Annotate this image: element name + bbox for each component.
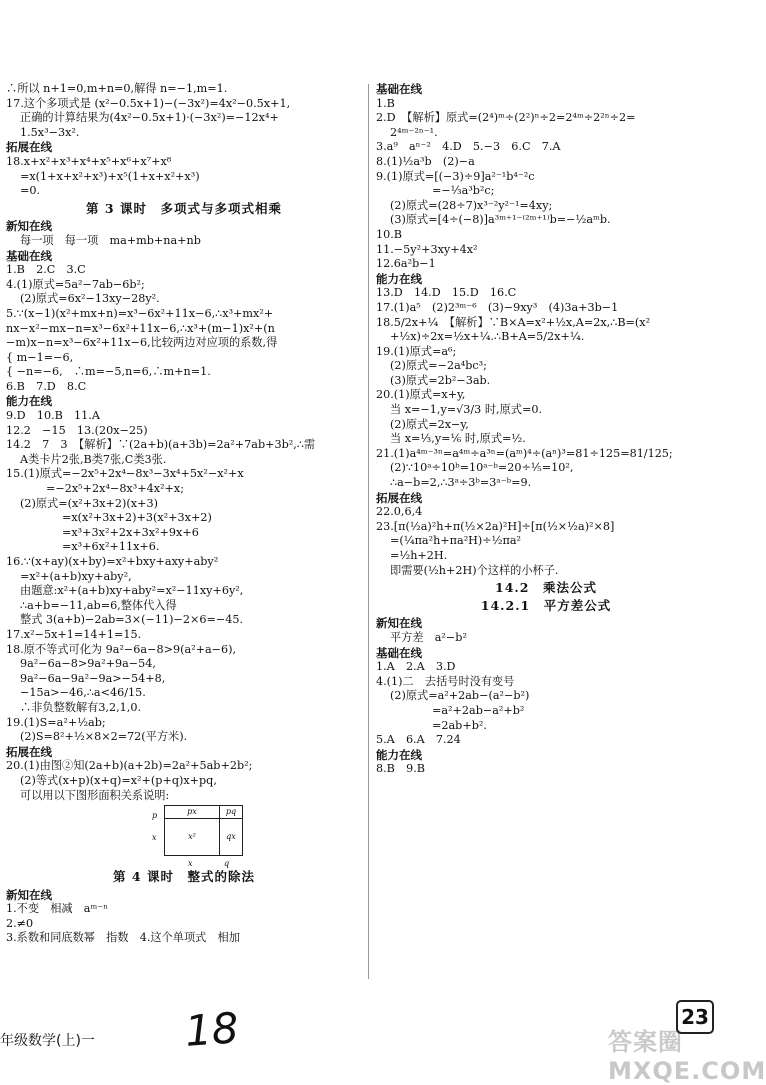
label-p-left: p (152, 811, 158, 821)
cell-px: px (164, 805, 220, 819)
answer-line: (2)原式=(28÷7)x³⁻²y²⁻¹=4xy; (390, 198, 553, 212)
answer-line: (3)原式=2b²−3ab. (390, 373, 491, 387)
answer-line: =x³+3x²+2x+3x²+9x+6 (62, 525, 199, 539)
cell-pq: pq (219, 805, 243, 819)
label-x-left: x (152, 833, 157, 843)
handwritten-number: 18 (183, 1003, 241, 1056)
answer-line: 14.2 7 3 【解析】∵(2a+b)(a+3b)=2a²+7ab+3b²,∴需 (6, 438, 316, 452)
answer-line: 11.−5y²+3xy+4x² (376, 242, 478, 256)
answer-line: (2)S=8²+½×8×2=72(平方米). (20, 730, 188, 744)
answer-line: ∴a−b=2,∴3ᵃ÷3ᵇ=3ᵃ⁻ᵇ=9. (390, 476, 532, 490)
answer-line: ∴非负整数解有3,2,1,0. (20, 700, 142, 714)
answer-line: 22.0,6,4 (376, 505, 423, 519)
answer-line: =a²+2ab−a²+b² (432, 703, 525, 717)
answer-line: 3.系数和同底数幂 指数 4.这个单项式 相加 (6, 931, 240, 945)
area-diagram (144, 805, 344, 867)
answer-line: −15a>−46,∴a<46/15. (20, 686, 146, 700)
label-x-bottom: x (188, 859, 193, 869)
answer-line: 10.B (376, 227, 403, 241)
answer-line: 2.≠0 (6, 916, 34, 930)
answer-line: =x²+(a+b)xy+aby², (20, 569, 132, 583)
answer-line: 9a²−6a−9a²−9a>−54+8, (20, 671, 166, 685)
section-title: 第 4 课时 整式的除法 (113, 869, 255, 885)
answer-line: (2)原式=a²+2ab−(a²−b²) (390, 689, 530, 703)
section-heading: 基础在线 (6, 248, 52, 263)
answer-line: 19.(1)原式=a⁶; (376, 344, 457, 358)
answer-line: 17.x²−5x+1=14+1=15. (6, 627, 142, 641)
left-column (6, 82, 362, 946)
answer-line: 整式 3(a+b)−2ab=3×(−11)−2×6=−45. (20, 613, 244, 627)
answer-line: 5.A 6.A 7.24 (376, 733, 461, 747)
answer-line: 21.(1)a⁴ᵐ⁻³ⁿ=a⁴ᵐ÷a³ⁿ=(aᵐ)⁴÷(aⁿ)³=81÷125=81/125; (376, 446, 673, 460)
answer-line: =x(x²+3x+2)+3(x²+3x+2) (62, 511, 212, 525)
answer-line: 2.D 【解析】原式=(2⁴)ᵐ÷(2²)ⁿ÷2=2⁴ᵐ÷2²ⁿ÷2= (376, 111, 636, 125)
answer-line: (2)原式=6x²−13xy−28y². (20, 292, 160, 306)
answer-line: { −n=−6, ∴m=−5,n=6,∴m+n=1. (6, 365, 211, 379)
answer-line: 20.(1)原式=x+y, (376, 388, 466, 402)
answer-line: (3)原式=[4÷(−8)]a³ᵐ⁺¹⁻⁽²ᵐ⁺¹⁾b=−½aᵐb. (390, 213, 611, 227)
answer-line: A类卡片2张,B类7张,C类3张. (20, 452, 167, 466)
answer-line: 20.(1)由图②知(2a+b)(a+2b)=2a²+5ab+2b²; (6, 759, 253, 773)
answer-line: 16.∵(x+ay)(x+by)=x²+bxy+axy+aby² (6, 555, 219, 568)
answer-line: 每一项 每一项 ma+mb+na+nb (20, 233, 201, 247)
section-heading: 能力在线 (376, 271, 422, 286)
section-heading: 新知在线 (6, 219, 52, 234)
label-q-bottom: q (224, 859, 230, 869)
answer-line: =−2x⁵+2x⁴−8x³+4x²+x; (46, 482, 184, 496)
answer-line: =0. (20, 184, 41, 198)
footer-grade-label: 年级数学(上)一 (0, 1033, 95, 1049)
answer-line: ∴所以 n+1=0,m+n=0,解得 n=−1,m=1. (6, 82, 228, 95)
answer-line: =2ab+b². (432, 718, 487, 732)
section-heading: 拓展在线 (6, 140, 52, 155)
answer-line: 正确的计算结果为(4x²−0.5x+1)·(−3x²)=−12x⁴+ (20, 111, 279, 125)
answer-line: 1.B (376, 96, 395, 110)
section-heading: 能力在线 (376, 747, 422, 762)
answer-line: 17.(1)a⁵ (2)2³ᵐ⁻⁶ (3)−9xy³ (4)3a+3b−1 (376, 300, 619, 314)
section-heading: 基础在线 (376, 82, 422, 96)
answer-line: 8.B 9.B (376, 762, 425, 776)
answer-line: 1.5x³−3x². (20, 125, 80, 139)
answer-line: 15.(1)原式=−2x⁵+2x⁴−8x³−3x⁴+5x²−x²+x (6, 467, 244, 481)
column-divider (368, 84, 369, 979)
answer-line: 可以用以下图形面积关系说明: (20, 788, 170, 802)
section-heading: 新知在线 (6, 887, 52, 902)
answer-line: 13.D 14.D 15.D 16.C (376, 286, 517, 300)
answer-line: 12.2 −15 13.(20x−25) (6, 423, 148, 437)
section-heading: 能力在线 (6, 394, 52, 409)
answer-line: 3.a⁹ aⁿ⁻² 4.D 5.−3 6.C 7.A (376, 140, 561, 154)
section-title: 14.2.1 平方差公式 (480, 597, 612, 613)
section-heading: 基础在线 (376, 645, 422, 660)
answer-line: 12.6a²b−1 (376, 257, 436, 271)
answer-line: 1.B 2.C 3.C (6, 263, 86, 277)
section-heading: 新知在线 (376, 616, 422, 631)
answer-line: =½h+2H. (390, 549, 448, 562)
answer-line: 18.原不等式可化为 9a²−6a−8>9(a²+a−6), (6, 642, 237, 656)
answer-line: 23.[π(½a)²h+π(½×2a)²H]÷[π(½×½a)²×8] (376, 519, 615, 533)
section-heading: 拓展在线 (376, 490, 422, 505)
cell-x2: x² (164, 818, 220, 856)
answer-line: (2)原式=2x−y, (390, 417, 469, 431)
answer-line: 9a²−6a−8>9a²+9a−54, (20, 657, 156, 671)
answer-line: { m−1=−6, (6, 350, 74, 364)
answer-line: 当 x=⅓,y=⅙ 时,原式=½. (390, 432, 526, 446)
answer-line: −m)x−n=x³−6x²+11x−6,比较两边对应项的系数,得 (6, 336, 278, 350)
answer-line: (2)∵10ᵃ÷10ᵇ=10ᵃ⁻ᵇ=20÷⅕=10², (390, 461, 574, 475)
answer-line: 5.∵(x−1)(x²+mx+n)=x³−6x²+11x−6,∴x³+mx²+ (6, 306, 274, 320)
answer-line: 即需要(½h+2H)个这样的小杯子. (390, 563, 559, 577)
answer-line: 1.A 2.A 3.D (376, 660, 456, 674)
section-heading: 拓展在线 (6, 744, 52, 759)
answer-line: +½x)÷2x=½x+¼.∴B+A=5/2x+¼. (390, 330, 585, 344)
answer-line: 4.(1)原式=5a²−7ab−6b²; (6, 277, 145, 291)
section-title: 14.2 乘法公式 (495, 580, 597, 596)
answer-line: 2⁴ᵐ⁻²ⁿ⁻¹. (390, 125, 438, 139)
answer-line: 4.(1)二 去括号时没有变号 (376, 674, 515, 688)
answer-line: =(¼πa²h+πa²H)÷½πa² (390, 534, 522, 548)
watermark-text: 答案圈 MXQE.COM (608, 1028, 766, 1085)
answer-line: 由题意:x²+(a+b)xy+aby²=x²−11xy+6y², (20, 584, 244, 598)
right-column (376, 82, 716, 777)
answer-line: =x(1+x+x²+x³)+x⁵(1+x+x²+x³) (20, 169, 200, 183)
answer-line: 平方差 a²−b² (390, 630, 467, 644)
page-number: 23 (676, 1000, 714, 1034)
answer-line: (2)原式=(x²+3x+2)(x+3) (20, 496, 158, 510)
answer-line: 17.这个多项式是 (x²−0.5x+1)−(−3x²)=4x²−0.5x+1, (6, 96, 291, 110)
answer-line: ∴a+b=−11,ab=6,整体代入得 (20, 598, 177, 612)
answer-line: (2)等式(x+p)(x+q)=x²+(p+q)x+pq, (20, 773, 217, 787)
answer-line: 当 x=−1,y=√3/3 时,原式=0. (390, 403, 543, 417)
answer-line: =x³+6x²+11x+6. (62, 540, 160, 554)
answer-line: 9.(1)原式=[(−3)÷9]a²⁻¹b⁴⁻²c (376, 169, 535, 183)
answer-line: nx−x²−mx−n=x³−6x²+11x−6,∴x³+(m−1)x²+(n (6, 321, 275, 335)
answer-line: 1.不变 相减 aᵐ⁻ⁿ (6, 902, 109, 916)
answer-line: 8.(1)½a³b (2)−a (376, 154, 475, 168)
answer-line: (2)原式=−2a⁴bc³; (390, 359, 487, 373)
answer-line: =−⅓a³b²c; (432, 184, 495, 198)
answer-line: 18.5/2x+¼ 【解析】∵B×A=x²+½x,A=2x,∴B=(x² (376, 315, 651, 329)
answer-line: 9.D 10.B 11.A (6, 409, 100, 423)
cell-qx: qx (219, 818, 243, 856)
answer-line: 19.(1)S=a²+½ab; (6, 715, 106, 729)
section-title: 第 3 课时 多项式与多项式相乘 (86, 200, 282, 216)
answer-line: 18.x+x²+x³+x⁴+x⁵+x⁶+x⁷+x⁸ (6, 154, 172, 168)
answer-line: 6.B 7.D 8.C (6, 379, 87, 393)
